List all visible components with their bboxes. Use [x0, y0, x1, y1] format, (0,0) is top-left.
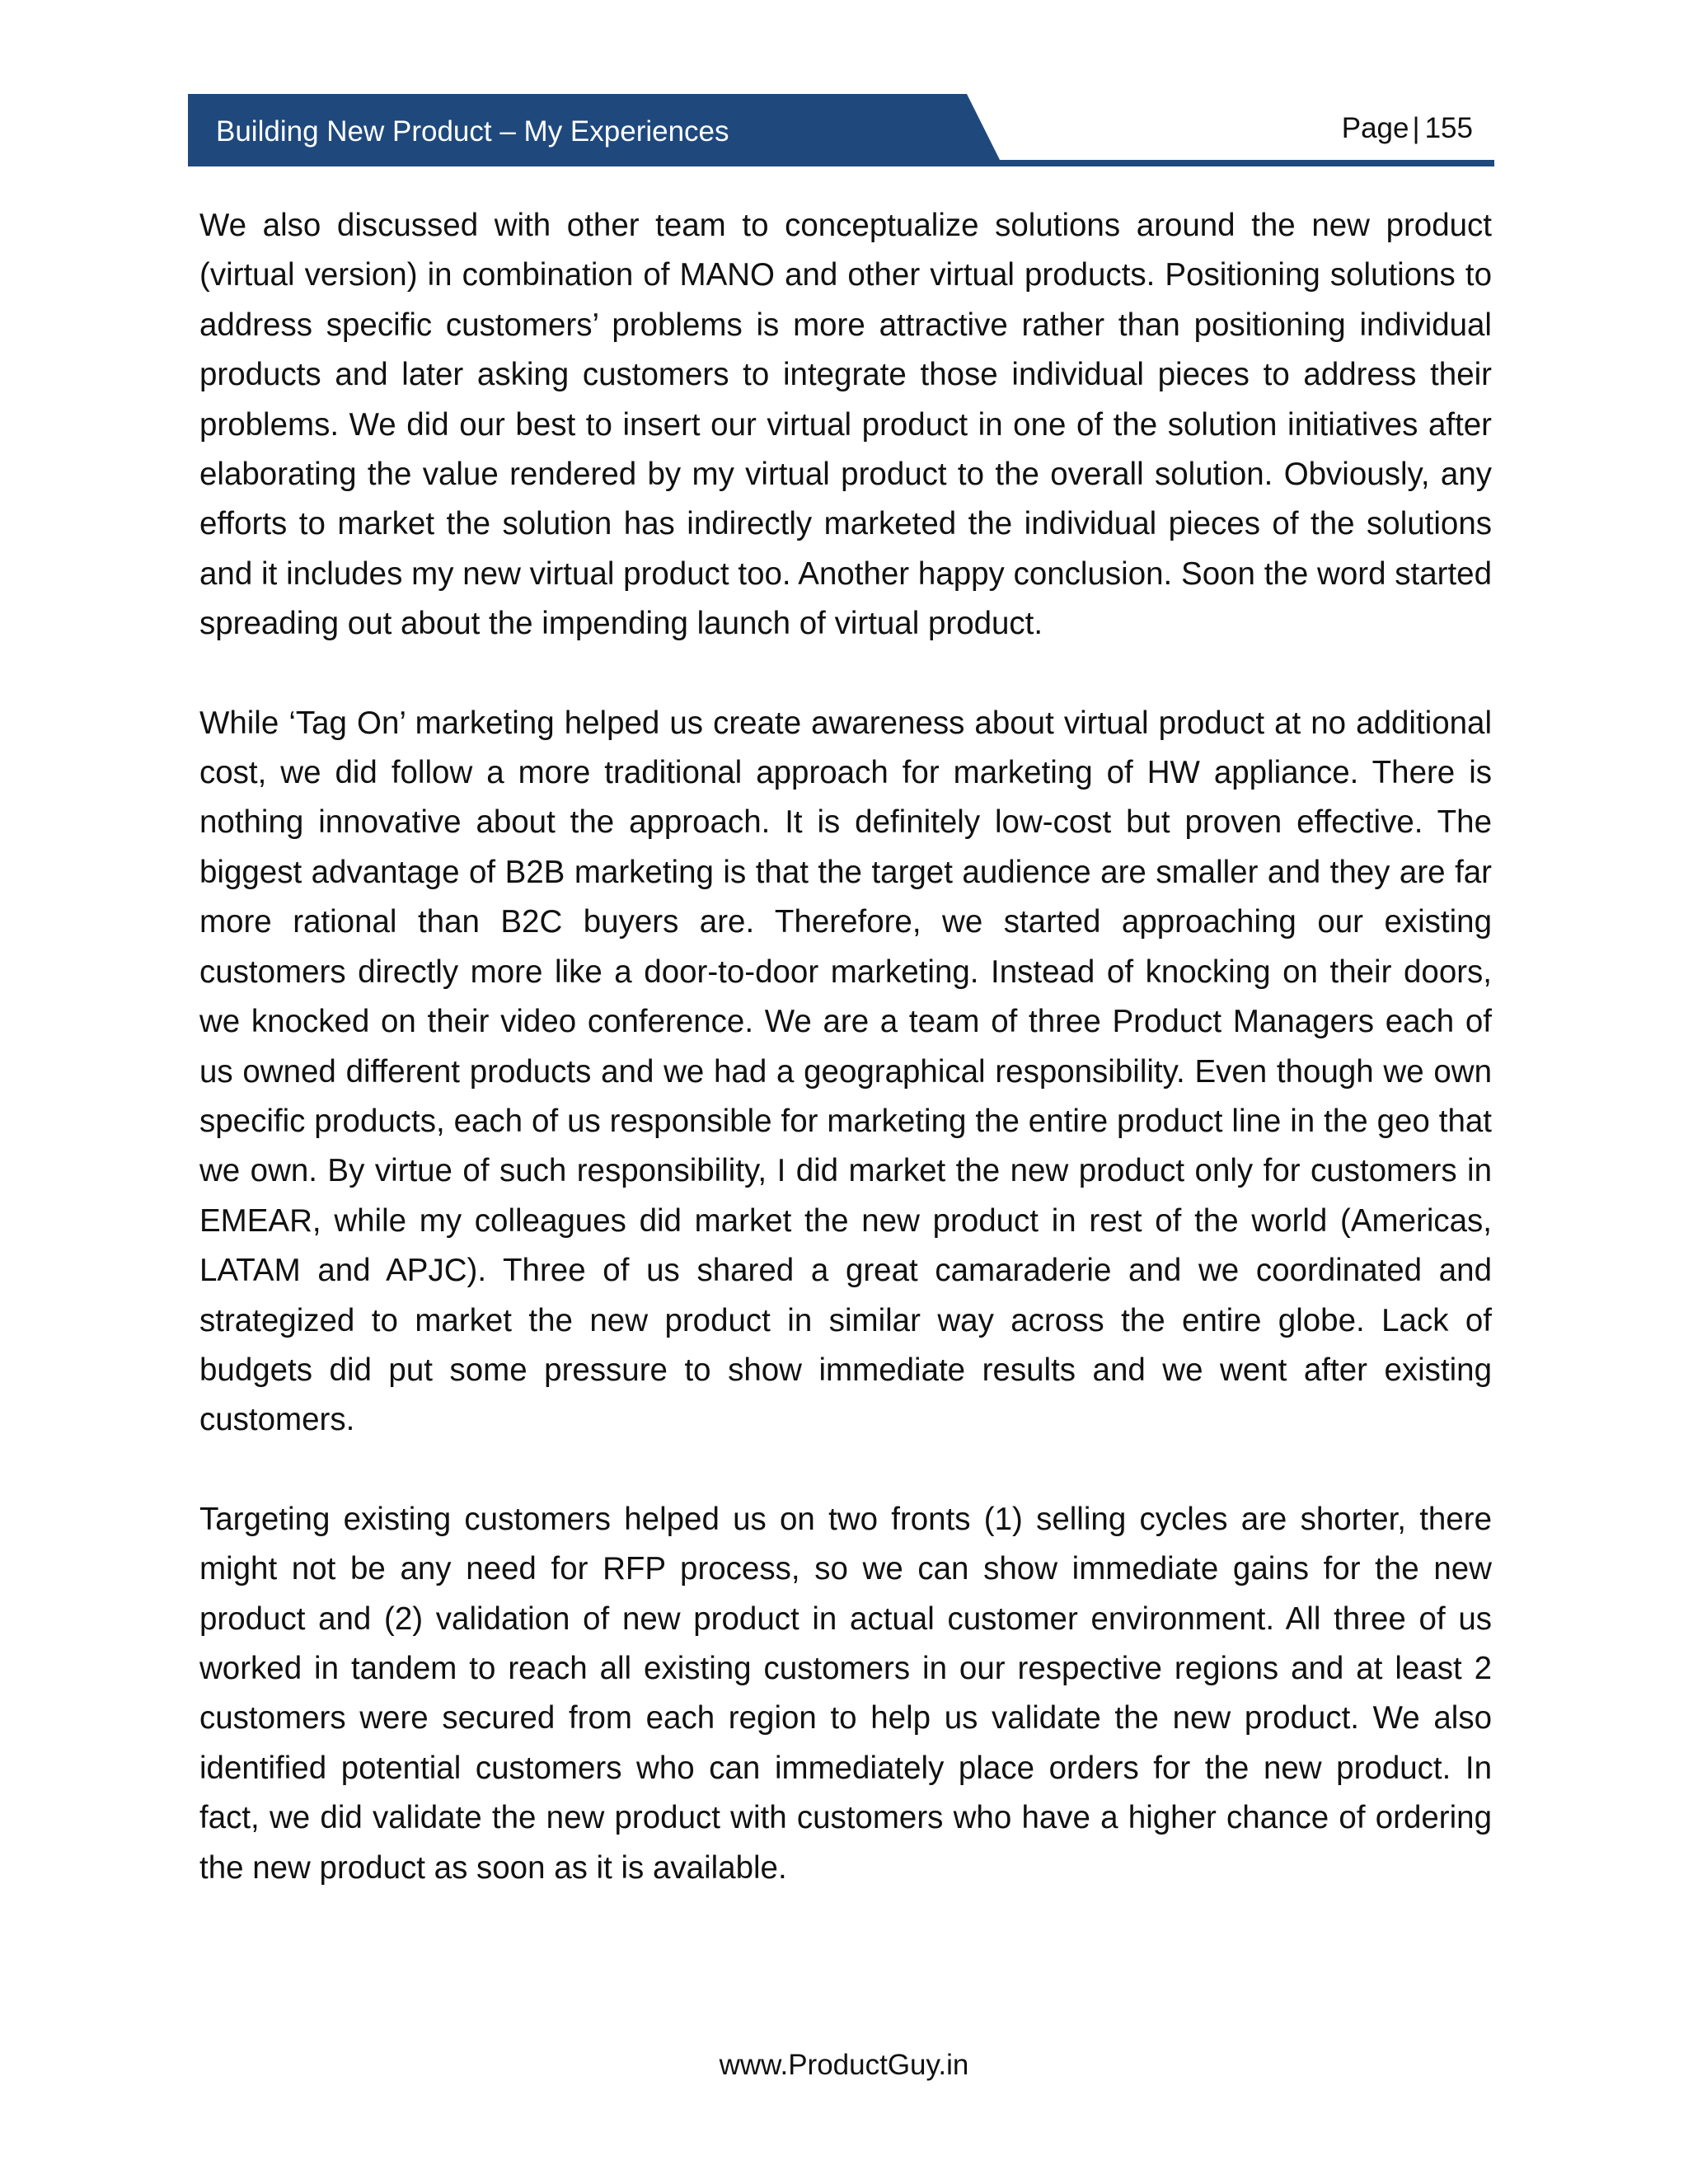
- paragraph-1: We also discussed with other team to conceptualize solutions around the new product (virtual version) in combination of MANO and other virtual products. Positioning solutions to address specific customers’ problems is more attractive rather than positioning individual products and later asking customers to integrate those individual pieces to address their problems. We did our best to insert our virtual product in one of the solution initiatives after elaborating the value rendered by my virtual product to the overall solution. Obviously, any efforts to market the solution has indirectly marketed the individual pieces of the solutions and it includes my new virtual product too. Another happy conclusion. Soon the word started spreading out about the impending launch of virtual product.: [199, 208, 1492, 642]
- page-label: Page: [1341, 112, 1409, 144]
- header-underline: [1000, 160, 1494, 166]
- body-text: [199, 201, 1492, 1943]
- page-header: [188, 94, 1494, 166]
- page-number: [1342, 112, 1473, 145]
- paragraph-2: While ‘Tag On’ marketing helped us create awareness about virtual product at no additional cost, we did follow a more traditional approach for marketing of HW appliance. There is nothing innovative about the approach. It is definitely low-cost but proven effective. The biggest advantage of B2B marketing is that the target audience are smaller and they are far more rational than B2C buyers are. Therefore, we started approaching our existing customers directly more like a door-to-door marketing. Instead of knocking on their doors, we knocked on their video conference. We are a team of three Product Managers each of us owned different products and we had a geographical responsibility. Even though we own specific products, each of us responsible for marketing the entire product line in the geo that we own. By virtue of such responsibility, I did market the new product only for customers in EMEAR, while my colleagues did market the new product in rest of the world (Americas, LATAM and APJC). Three of us shared a great camaraderie and we coordinated and strategized to market the new product in similar way across the entire globe. Lack of budgets did put some pressure to show immediate results and we went after existing customers.: [199, 705, 1492, 1438]
- footer-website: www.ProductGuy.in: [719, 2049, 969, 2081]
- header-title: Building New Product – My Experiences: [216, 115, 729, 148]
- paragraph-3: Targeting existing customers helped us on two fronts (1) selling cycles are shorter, there might not be any need for RFP process, so we can show immediate gains for the new product and (2) validation of new product in actual customer environment. All three of us worked in tandem to reach all existing customers in our respective regions and at least 2 customers were secured from each region to help us validate the new product. We also identified potential customers who can immediately place orders for the new product. In fact, we did validate the new product with customers who have a higher chance of ordering the new product as soon as it is available.: [199, 1501, 1492, 1886]
- page-separator: |: [1412, 112, 1420, 144]
- page-number-value: 155: [1424, 112, 1473, 144]
- header-underline-left: [188, 160, 1000, 166]
